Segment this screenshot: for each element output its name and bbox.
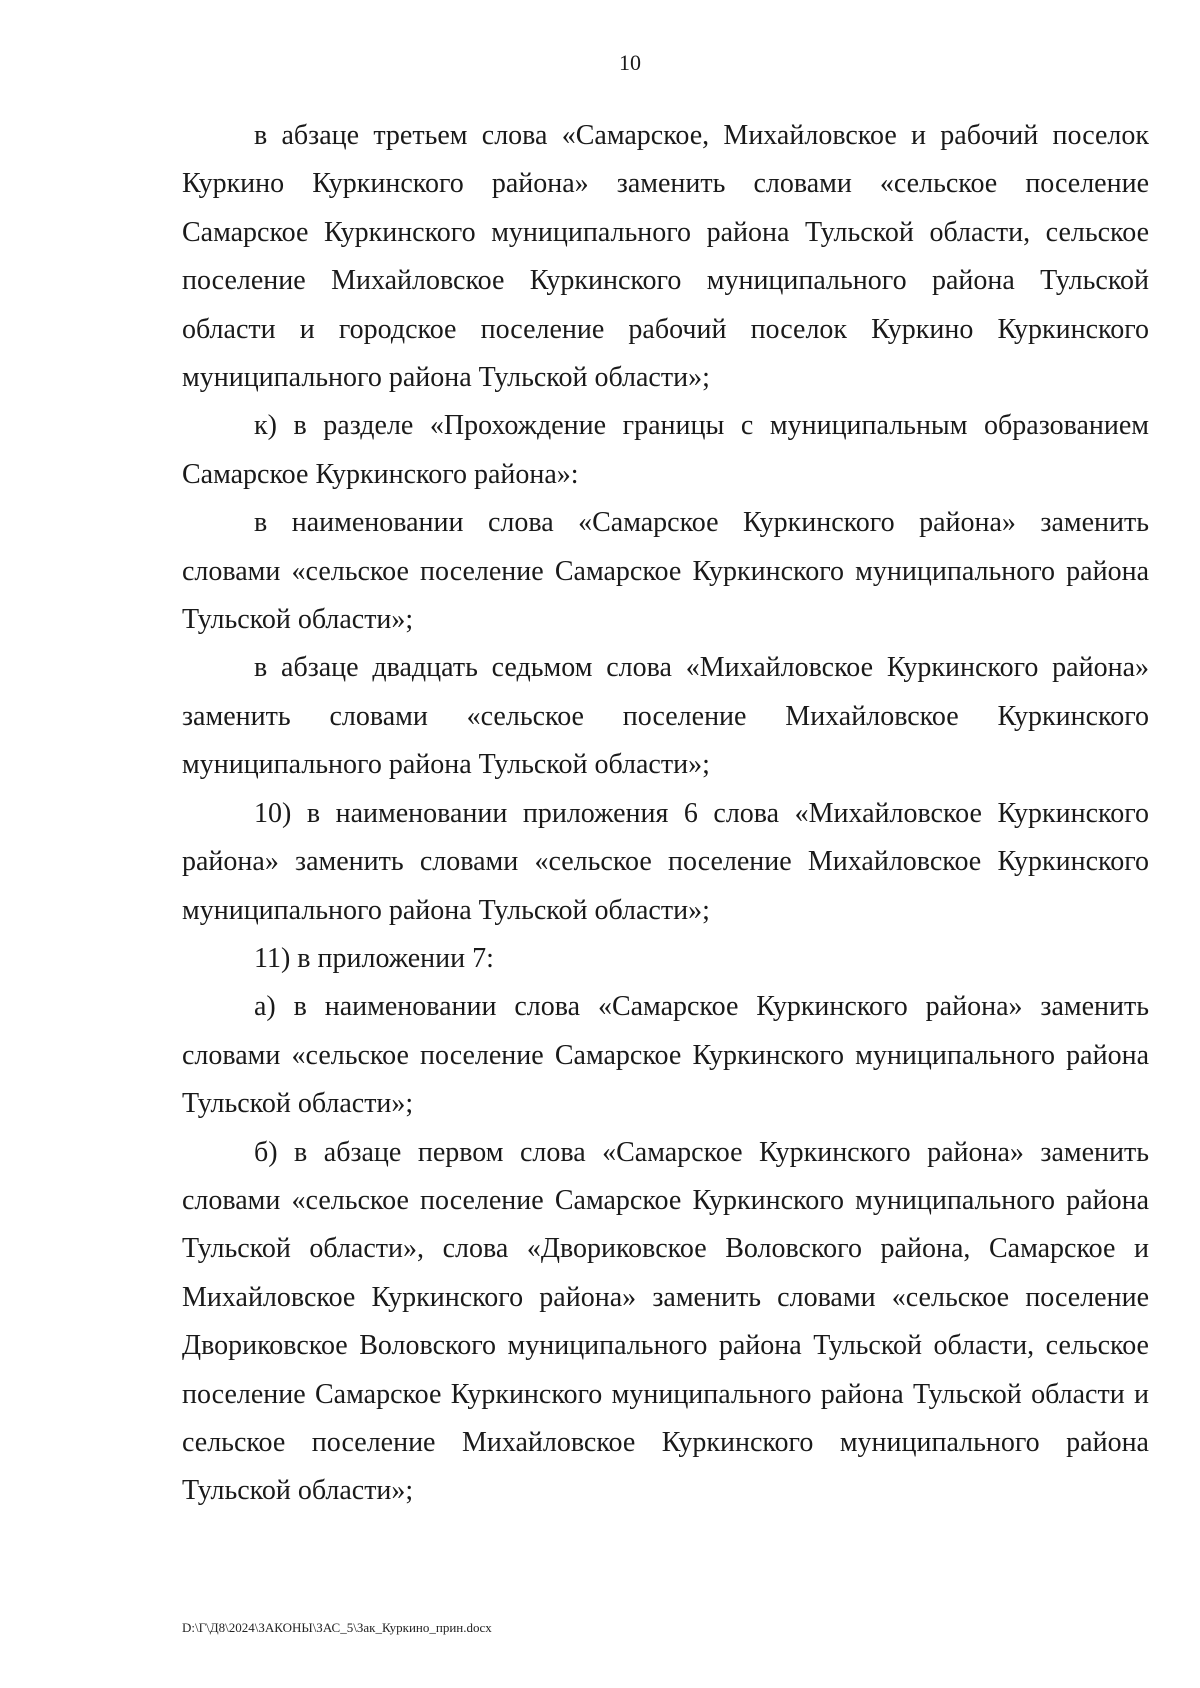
paragraph: в абзаце третьем слова «Самарское, Михайловское и рабочий поселок Куркино Куркинского района» заменить словами «сельское поселение Самарское Куркинского муниципального района Тульской области, сельское поселение Михайловское Куркинского муниципального района Тульской области и городское поселение рабочий поселок Куркино Куркинского муниципального района Тульской области»;: [182, 120, 1149, 394]
paragraph: 11) в приложении 7:: [254, 942, 494, 974]
file-path-footer: D:\Г\Д8\2024\ЗАКОНЫ\ЗАС_5\Зак_Куркино_прин.docx: [182, 1620, 492, 1635]
document-body: [182, 112, 1149, 1516]
page-number: 10: [619, 50, 641, 75]
paragraph: а) в наименовании слова «Самарское Куркинского района» заменить словами «сельское поселение Самарское Куркинского муниципального района Тульской области»;: [182, 991, 1149, 1120]
paragraph: 10) в наименовании приложения 6 слова «Михайловское Куркинского района» заменить словами «сельское поселение Михайловское Куркинского муниципального района Тульской области»;: [182, 797, 1149, 926]
paragraph: в абзаце двадцать седьмом слова «Михайловское Куркинского района» заменить словами «сельское поселение Михайловское Куркинского муниципального района Тульской области»;: [182, 652, 1149, 781]
paragraph: б) в абзаце первом слова «Самарское Куркинского района» заменить словами «сельское поселение Самарское Куркинского муниципального района Тульской области», слова «Двориковское Воловского района, Самарское и Михайловское Куркинского района» заменить словами «сельское поселение Двориковское Воловского муниципального района Тульской области, сельское поселение Самарское Куркинского муниципального района Тульской области и сельское поселение Михайловское Куркинского муниципального района Тульской области»;: [182, 1136, 1149, 1507]
paragraph: в наименовании слова «Самарское Куркинского района» заменить словами «сельское поселение Самарское Куркинского муниципального района Тульской области»;: [182, 507, 1149, 636]
paragraph: к) в разделе «Прохождение границы с муниципальным образованием Самарское Куркинского района»:: [182, 410, 1149, 490]
